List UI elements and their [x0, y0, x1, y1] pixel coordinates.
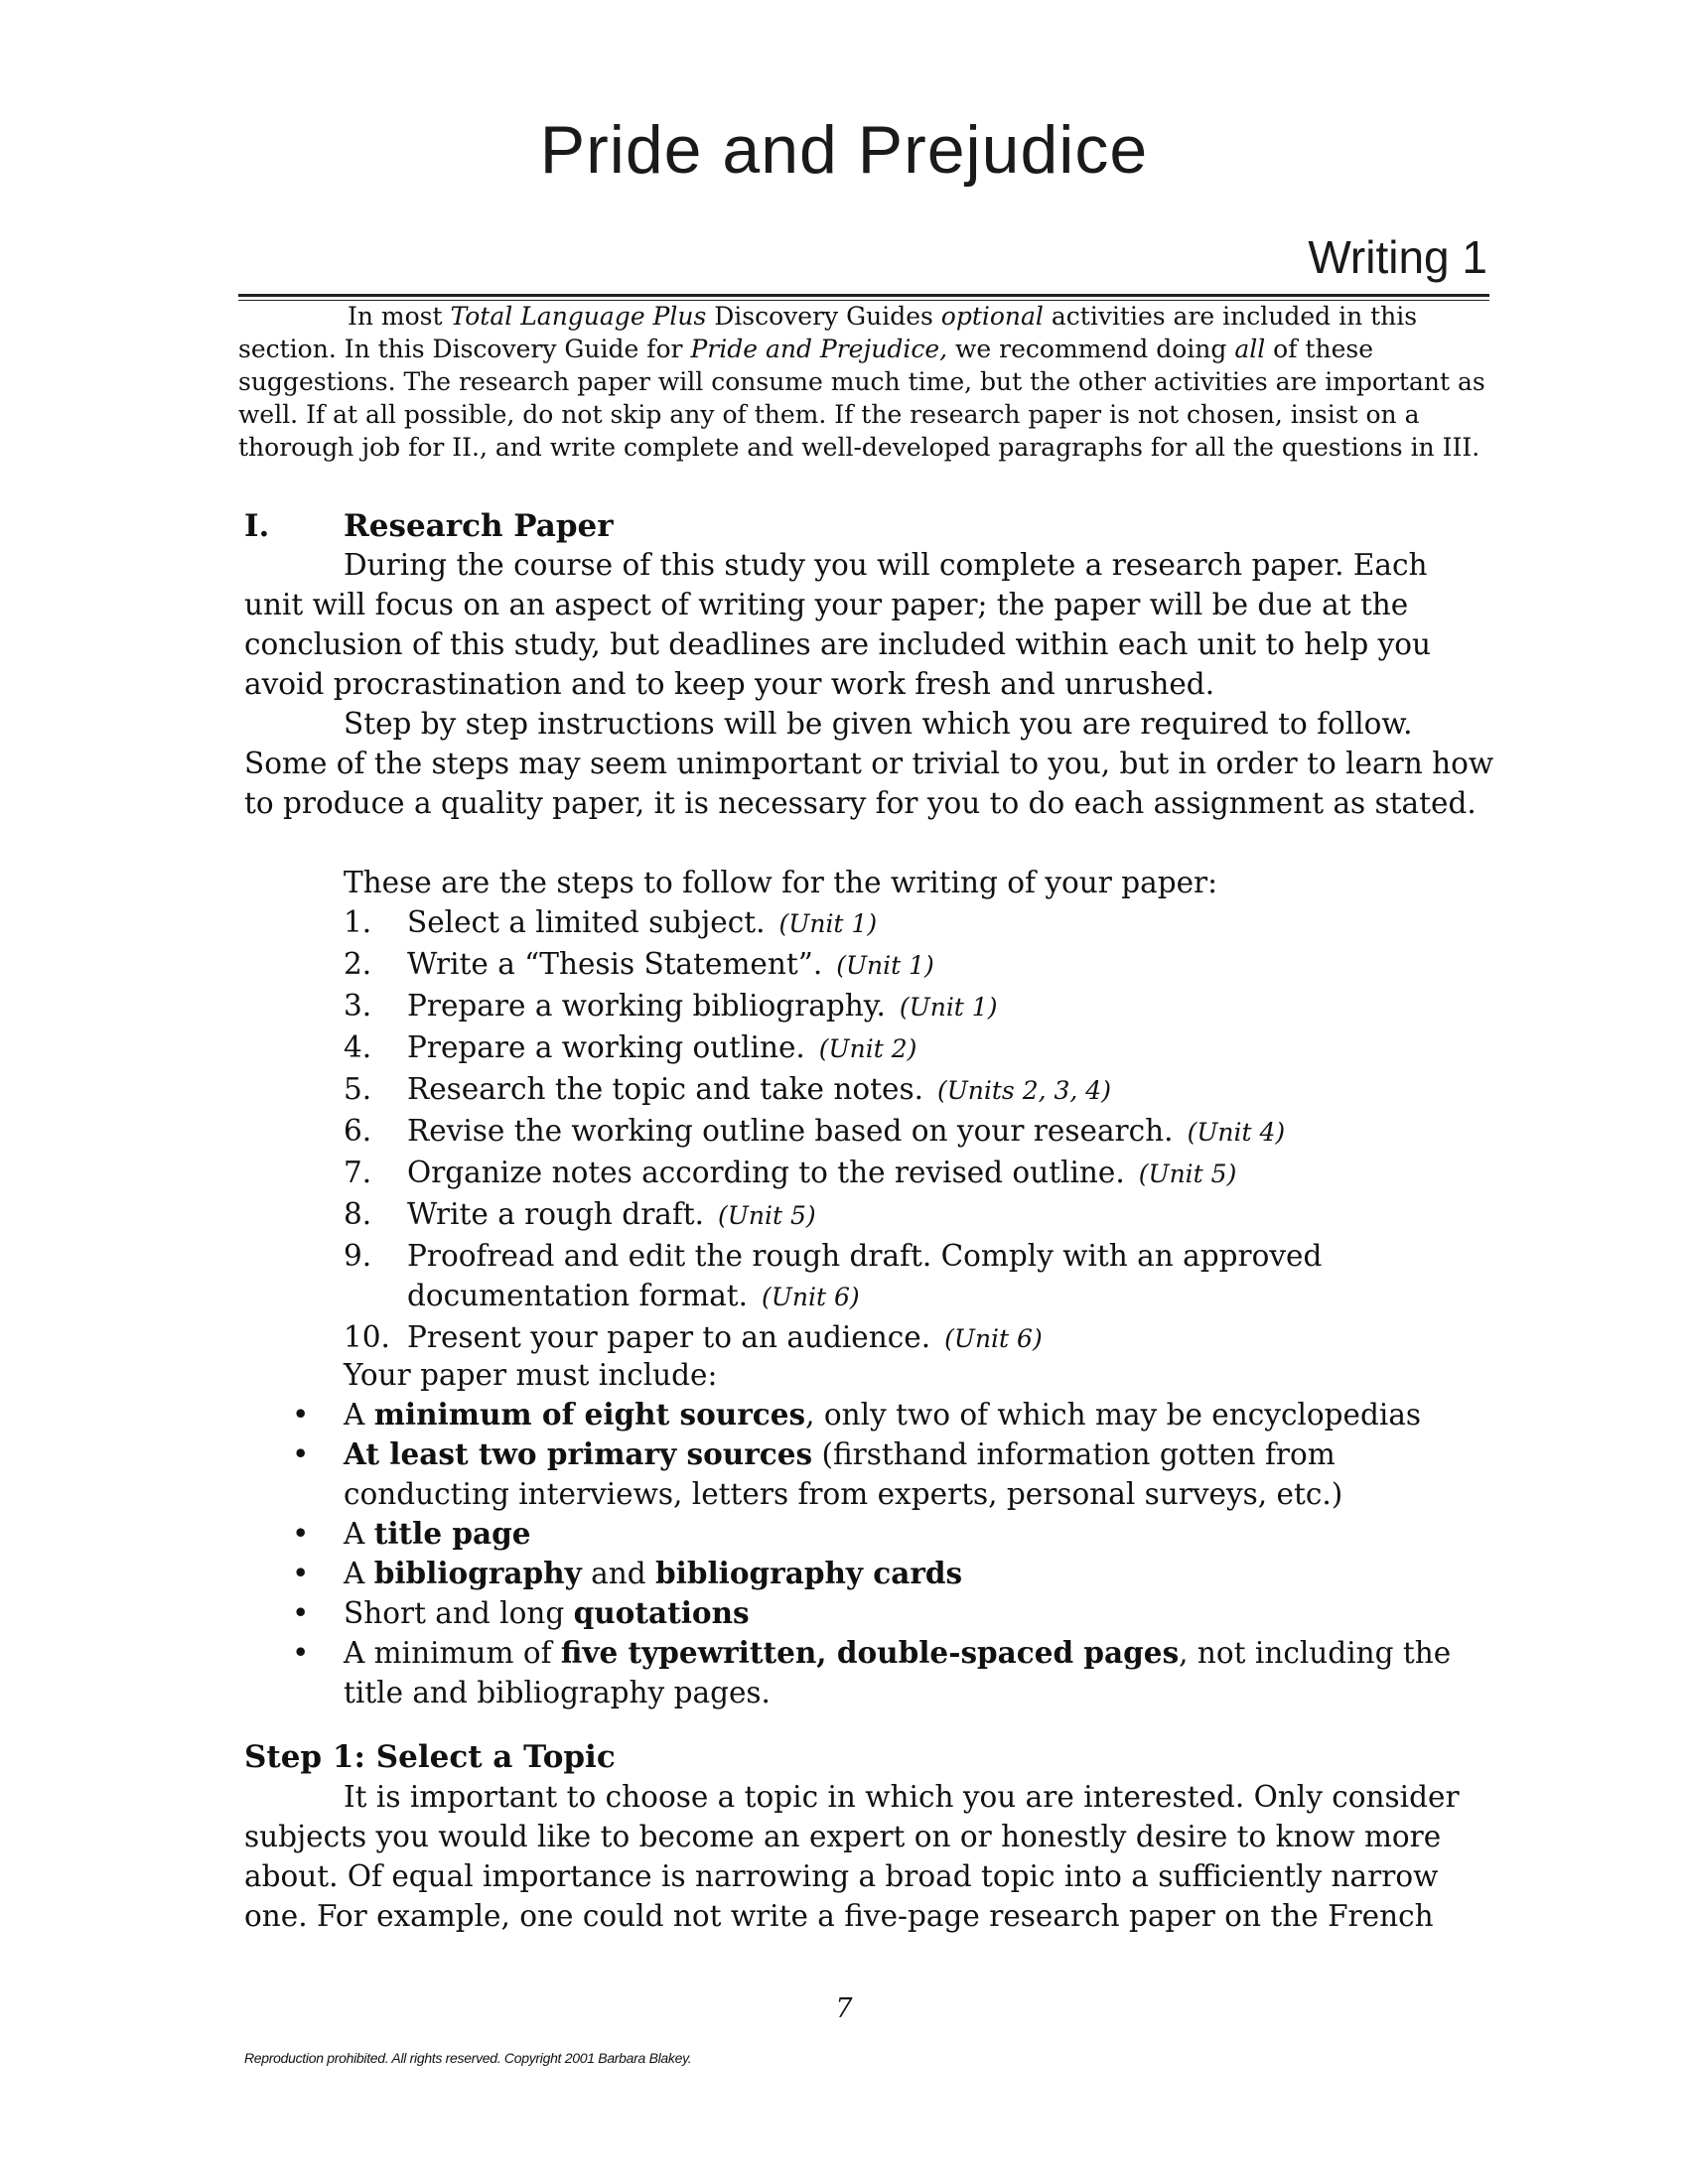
intro-text: we recommend doing	[947, 335, 1235, 363]
bullet-icon: •	[292, 1517, 310, 1551]
requirement-text: and	[581, 1557, 655, 1590]
requirement-text	[344, 1514, 1495, 1554]
step-unit: (Unit 6)	[762, 1283, 860, 1311]
page-number: 7	[835, 1993, 853, 2024]
requirement-text: , not including the title and bibliography pages.	[344, 1636, 1452, 1709]
header-rule	[238, 294, 1489, 297]
step-item	[244, 1153, 1495, 1194]
intro-text: Pride and Prejudice,	[690, 335, 948, 363]
section-heading	[244, 506, 614, 546]
steps-list	[244, 902, 1495, 1359]
step-body	[407, 1069, 1495, 1111]
requirement-text: Short and long	[344, 1596, 574, 1630]
step-number: 5.	[344, 1072, 372, 1106]
section-label: Writing 1	[1308, 231, 1487, 283]
intro-text: all	[1234, 335, 1266, 363]
step-heading: Step 1: Select a Topic	[244, 1739, 616, 1775]
requirement-text: A	[344, 1517, 374, 1551]
step-text: Prepare a working outline.	[407, 1030, 805, 1064]
step-item	[244, 1069, 1495, 1111]
step-body	[407, 944, 1495, 986]
requirement-emphasis: bibliography cards	[654, 1556, 963, 1590]
requirement-emphasis: minimum of eight sources	[373, 1397, 806, 1432]
requirement-item	[244, 1514, 1495, 1554]
requirement-item	[244, 1593, 1495, 1633]
intro-text: In most	[348, 302, 451, 331]
copyright-notice: Reproduction prohibited. All rights reserved. Copyright 2001 Barbara Blakey.	[244, 2050, 692, 2066]
requirement-text	[344, 1395, 1495, 1434]
requirement-emphasis: quotations	[573, 1595, 750, 1630]
requirement-text	[344, 1633, 1495, 1712]
step-number: 7.	[344, 1156, 372, 1189]
step-body	[407, 1236, 1495, 1317]
step-unit: (Unit 2)	[818, 1034, 917, 1063]
step-number: 3.	[344, 989, 372, 1023]
step-number: 6.	[344, 1114, 372, 1148]
step-text: Write a “Thesis Statement”.	[407, 947, 823, 981]
requirement-item	[244, 1633, 1495, 1712]
step-text: Present your paper to an audience.	[407, 1320, 931, 1354]
step-unit: (Unit 5)	[1138, 1160, 1237, 1188]
step-item	[244, 944, 1495, 986]
step-body	[407, 1194, 1495, 1236]
research-paragraph: These are the steps to follow for the writing of your paper:	[344, 866, 1218, 899]
step-item	[244, 1317, 1495, 1359]
intro-text: optional	[940, 302, 1044, 331]
step-unit: (Unit 1)	[778, 909, 878, 938]
requirement-text: A minimum of	[344, 1636, 561, 1670]
step-item	[244, 1194, 1495, 1236]
step-unit: (Unit 6)	[944, 1324, 1043, 1353]
bullet-icon: •	[292, 1596, 310, 1630]
requirement-text	[344, 1434, 1495, 1514]
page-title: Pride and Prejudice	[539, 112, 1149, 188]
step-text: Revise the working outline based on your research.	[407, 1114, 1174, 1148]
step-number: 1.	[344, 905, 372, 939]
step-body	[407, 902, 1495, 944]
step-paragraph: It is important to choose a topic in which you are interested. Only consider subjects you would like to become an expert on or honestly desire to know more about. Of equal importance is narrowing a broad topic into a sufficiently narrow one. For example, one could not write a five-page research paper on the French	[244, 1780, 1460, 1933]
step-text: Prepare a working bibliography.	[407, 989, 886, 1023]
step-body	[407, 1111, 1495, 1153]
step-unit: (Unit 5)	[718, 1201, 816, 1230]
requirement-item	[244, 1434, 1495, 1514]
requirement-item	[244, 1395, 1495, 1434]
step-item	[244, 986, 1495, 1027]
requirement-text: , only two of which may be encyclopedias	[805, 1398, 1422, 1432]
step-unit: (Unit 1)	[899, 993, 998, 1022]
requirement-item	[244, 1554, 1495, 1593]
bullet-icon: •	[292, 1398, 310, 1432]
step-unit: (Units 2, 3, 4)	[936, 1076, 1111, 1105]
research-paragraph: During the course of this study you will complete a research paper. Each unit will focus on an aspect of writing your paper; the paper will be due at the conclusion of this study, but deadlines are included within each unit to help you avoid procrastination and to keep your work fresh and unrushed.	[244, 548, 1432, 701]
step-number: 9.	[344, 1239, 372, 1273]
intro-text: Total Language Plus	[450, 302, 707, 331]
step-number: 4.	[344, 1030, 372, 1064]
requirements-intro: Your paper must include:	[344, 1358, 718, 1392]
research-paragraph: Step by step instructions will be given which you are required to follow. Some of the steps may seem unimportant or trivial to you, but in order to learn how to produce a quality paper, it is necessary for you to do each assignment as stated.	[244, 707, 1494, 820]
step-text: Write a rough draft.	[407, 1197, 705, 1231]
requirement-text	[344, 1554, 1495, 1593]
step-text: Select a limited subject.	[407, 905, 766, 939]
intro-text: Discovery Guides	[706, 302, 941, 331]
requirement-text: A	[344, 1398, 374, 1432]
step-item	[244, 1236, 1495, 1317]
step-body	[407, 986, 1495, 1027]
intro-text: of these suggestions. The research paper will consume much time, but the other activities are important as well. If at all possible, do not skip any of them. If the research paper is not chosen, insist on a thorough job for II., and write complete and well-developed paragraphs for all the questions in III.	[238, 335, 1485, 462]
step-body	[407, 1317, 1495, 1359]
section-numeral: I.	[244, 508, 270, 544]
requirement-emphasis: At least two primary sources	[344, 1436, 813, 1471]
requirement-emphasis: title page	[373, 1516, 531, 1551]
intro-paragraph	[238, 300, 1499, 464]
bullet-icon: •	[292, 1437, 310, 1471]
step-unit: (Unit 4)	[1187, 1118, 1286, 1147]
step-item	[244, 1027, 1495, 1069]
requirement-text	[344, 1593, 1495, 1633]
step-item	[244, 902, 1495, 944]
step-item	[244, 1111, 1495, 1153]
requirement-text: A	[344, 1557, 374, 1590]
step-number: 2.	[344, 947, 372, 981]
step-body	[407, 1027, 1495, 1069]
step-text: Research the topic and take notes.	[407, 1072, 923, 1106]
requirement-emphasis: bibliography	[373, 1556, 582, 1590]
step-number: 10.	[344, 1320, 390, 1354]
requirement-text: (firsthand information gotten from conducting interviews, letters from experts, personal surveys, etc.)	[344, 1437, 1343, 1511]
step-unit: (Unit 1)	[836, 951, 934, 980]
requirements-list	[244, 1395, 1495, 1712]
step-text: Proofread and edit the rough draft. Comply with an approved documentation format.	[407, 1239, 1323, 1312]
intro-text: activities are included in this section. In this Discovery Guide for	[238, 302, 1418, 363]
step-number: 8.	[344, 1197, 372, 1231]
step-text: Organize notes according to the revised outline.	[407, 1156, 1125, 1189]
bullet-icon: •	[292, 1557, 310, 1590]
requirement-emphasis: five typewritten, double-spaced pages	[560, 1635, 1180, 1670]
bullet-icon: •	[292, 1636, 310, 1670]
step-body	[407, 1153, 1495, 1194]
section-heading-text: Research Paper	[344, 508, 614, 544]
